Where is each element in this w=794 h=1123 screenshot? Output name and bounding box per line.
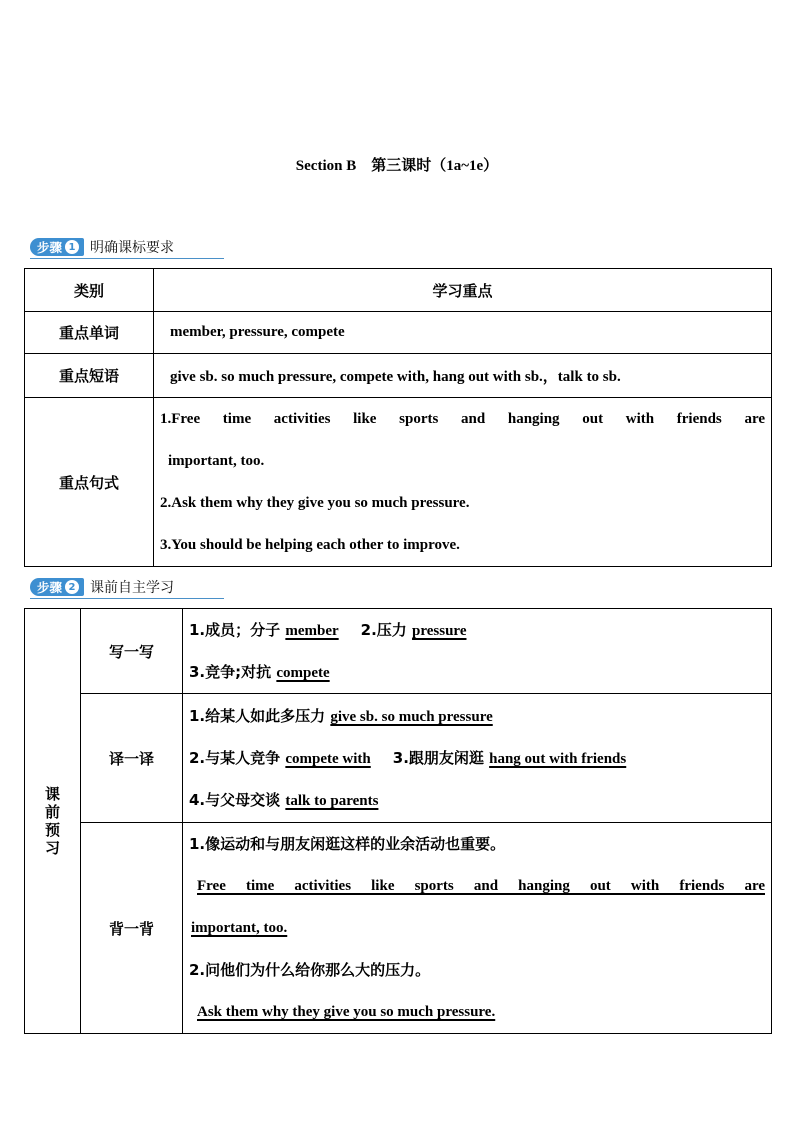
translate-item-4-prompt: 4.与父母交谈 bbox=[189, 791, 286, 809]
translate-line-1 bbox=[189, 695, 765, 737]
translate-item-1-prompt: 1.给某人如此多压力 bbox=[189, 707, 331, 725]
translate-content bbox=[183, 694, 772, 823]
step-badge-text: 步骤 bbox=[37, 580, 63, 595]
key-phrases-label: 重点短语 bbox=[25, 354, 154, 398]
step-2-badge bbox=[30, 578, 84, 596]
sentence-1b: important, too. bbox=[168, 453, 265, 469]
recite-answer-1a: Free time activities like sports and hanging out with friends are bbox=[197, 878, 765, 894]
table-header-row bbox=[25, 269, 772, 312]
table-row bbox=[25, 609, 772, 694]
translate-line-3 bbox=[189, 779, 765, 821]
write-item-3-answer: compete bbox=[276, 665, 330, 681]
table-row bbox=[25, 398, 772, 567]
page-title: Section B 第三课时（1a~1e） bbox=[295, 158, 499, 174]
preview-side-label: 课前预习 bbox=[44, 785, 60, 857]
recite-answer-2-line bbox=[189, 991, 765, 1033]
translate-item-2-answer: compete with bbox=[285, 751, 371, 767]
step-2-heading bbox=[30, 576, 224, 599]
translate-item-3-prompt: 3.跟朋友闲逛 bbox=[392, 749, 490, 767]
table-row bbox=[25, 694, 772, 823]
header-category: 类别 bbox=[25, 269, 154, 312]
key-phrases-content: give sb. so much pressure, compete with, hang out with sb.，talk to sb. bbox=[154, 354, 772, 398]
step-number: 2 bbox=[65, 580, 79, 594]
step-1-heading bbox=[30, 236, 224, 259]
step-number: 1 bbox=[65, 240, 79, 254]
preview-table bbox=[24, 608, 772, 1034]
recite-answer-2: Ask them why they give you so much pressure. bbox=[197, 1004, 496, 1020]
translate-item-2-prompt: 2.与某人竞争 bbox=[189, 749, 286, 767]
key-words-label: 重点单词 bbox=[25, 312, 154, 354]
step-2-label: 课前自主学习 bbox=[90, 580, 175, 596]
write-item-1-prompt: 1.成员；分子 bbox=[189, 621, 286, 639]
recite-answer-1b: important, too. bbox=[191, 920, 288, 936]
write-item-2-prompt: 2.压力 bbox=[360, 621, 413, 639]
translate-item-3-answer: hang out with friends bbox=[489, 751, 627, 767]
preview-side-cell bbox=[25, 609, 81, 1034]
header-focus: 学习重点 bbox=[154, 269, 772, 312]
translate-label: 译一译 bbox=[81, 694, 183, 823]
sentence-2: 2.Ask them why they give you so much pressure. bbox=[160, 495, 470, 511]
write-item-1-answer: member bbox=[285, 623, 339, 639]
write-item-3-prompt: 3.竞争;对抗 bbox=[189, 663, 277, 681]
write-content bbox=[183, 609, 772, 694]
translate-item-4-answer: talk to parents bbox=[285, 793, 379, 809]
recite-content bbox=[183, 823, 772, 1034]
table-row bbox=[25, 354, 772, 398]
table-row bbox=[25, 823, 772, 1034]
table-row bbox=[25, 312, 772, 354]
recite-label: 背一背 bbox=[81, 823, 183, 1034]
write-label: 写一写 bbox=[81, 609, 183, 694]
step-1-badge bbox=[30, 238, 84, 256]
write-line-1 bbox=[189, 609, 765, 651]
objectives-table bbox=[24, 268, 772, 567]
sentence-1a: 1.Free time activities like sports and hanging out with friends are bbox=[160, 411, 765, 427]
write-line-2 bbox=[189, 651, 765, 693]
key-sentences-content bbox=[154, 398, 772, 567]
key-sentences-label: 重点句式 bbox=[25, 398, 154, 567]
key-words-content: member, pressure, compete bbox=[154, 312, 772, 354]
recite-question-2: 2.问他们为什么给你那么大的压力。 bbox=[189, 961, 431, 979]
step-badge-text: 步骤 bbox=[37, 240, 63, 255]
recite-answer-1b-line bbox=[189, 907, 765, 949]
step-1-label: 明确课标要求 bbox=[90, 240, 175, 256]
translate-line-2 bbox=[189, 737, 765, 779]
recite-question-1: 1.像运动和与朋友闲逛这样的业余活动也重要。 bbox=[189, 835, 506, 853]
write-item-2-answer: pressure bbox=[412, 623, 467, 639]
translate-item-1-answer: give sb. so much pressure bbox=[330, 709, 493, 725]
sentence-3: 3.You should be helping each other to improve. bbox=[160, 537, 460, 553]
